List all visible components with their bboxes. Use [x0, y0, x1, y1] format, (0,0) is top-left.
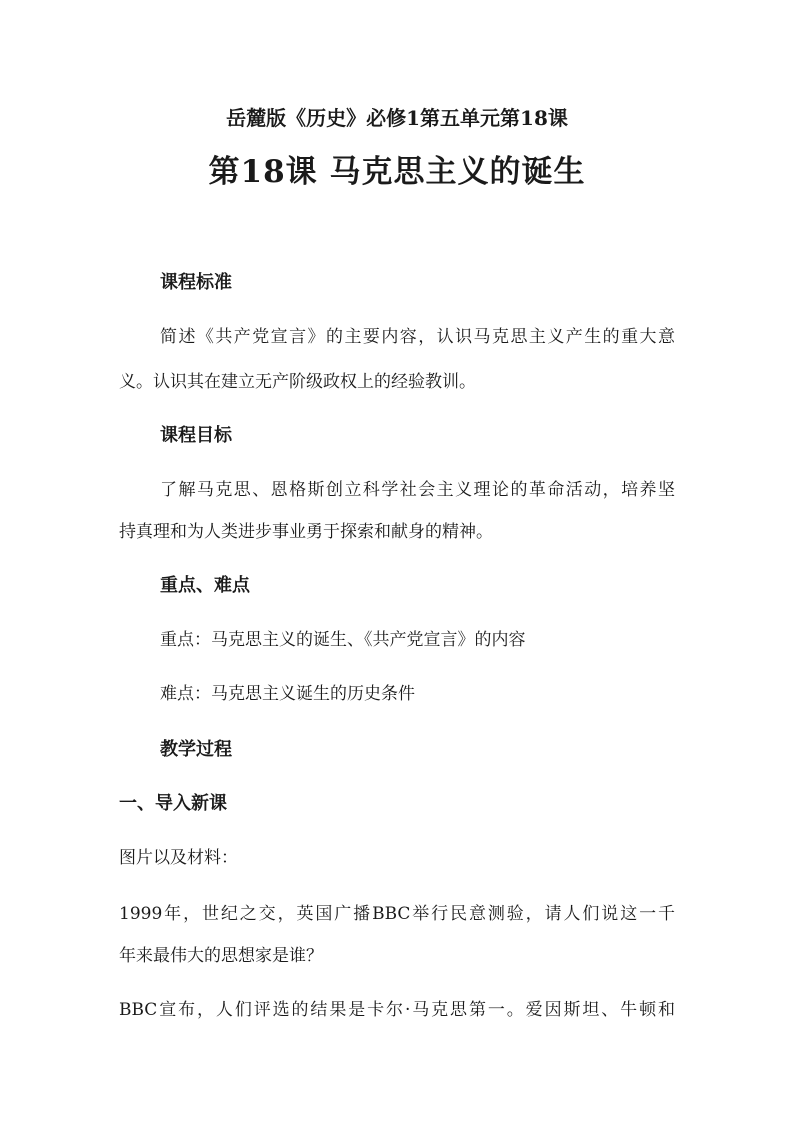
doc-subtitle: 岳麓版《历史》必修1第五单元第18课 — [226, 106, 568, 130]
part1-heading: 一、导入新课 — [119, 793, 227, 814]
section-heading-standard: 课程标准 — [160, 272, 232, 293]
materials-label: 图片以及材料： — [119, 848, 238, 868]
para2-line1: BBC宣布，人们评选的结果是卡尔·马克思第一。爱因斯坦、牛顿和 — [119, 1000, 675, 1020]
standard-text-line2: 义。认识其在建立无产阶级政权上的经验教训。 — [119, 372, 476, 392]
section-heading-process: 教学过程 — [160, 739, 232, 760]
para1-line1: 1999年，世纪之交，英国广播BBC举行民意测验，请人们说这一千 — [119, 904, 675, 924]
para1-line2: 年来最伟大的思想家是谁？ — [119, 946, 323, 966]
section-heading-key-points: 重点、难点 — [160, 575, 250, 596]
key-point-text: 重点：马克思主义的诞生、《共产党宣言》的内容 — [160, 630, 526, 650]
objective-text-line2: 持真理和为人类进步事业勇于探索和献身的精神。 — [119, 522, 493, 542]
section-heading-objective: 课程目标 — [160, 425, 232, 446]
standard-text-line1: 简述《共产党宣言》的主要内容，认识马克思主义产生的重大意 — [160, 327, 675, 347]
doc-title: 第18课 马克思主义的诞生 — [208, 154, 586, 190]
objective-text-line1: 了解马克思、恩格斯创立科学社会主义理论的革命活动，培养坚 — [160, 480, 675, 500]
difficulty-text: 难点：马克思主义诞生的历史条件 — [160, 684, 415, 704]
